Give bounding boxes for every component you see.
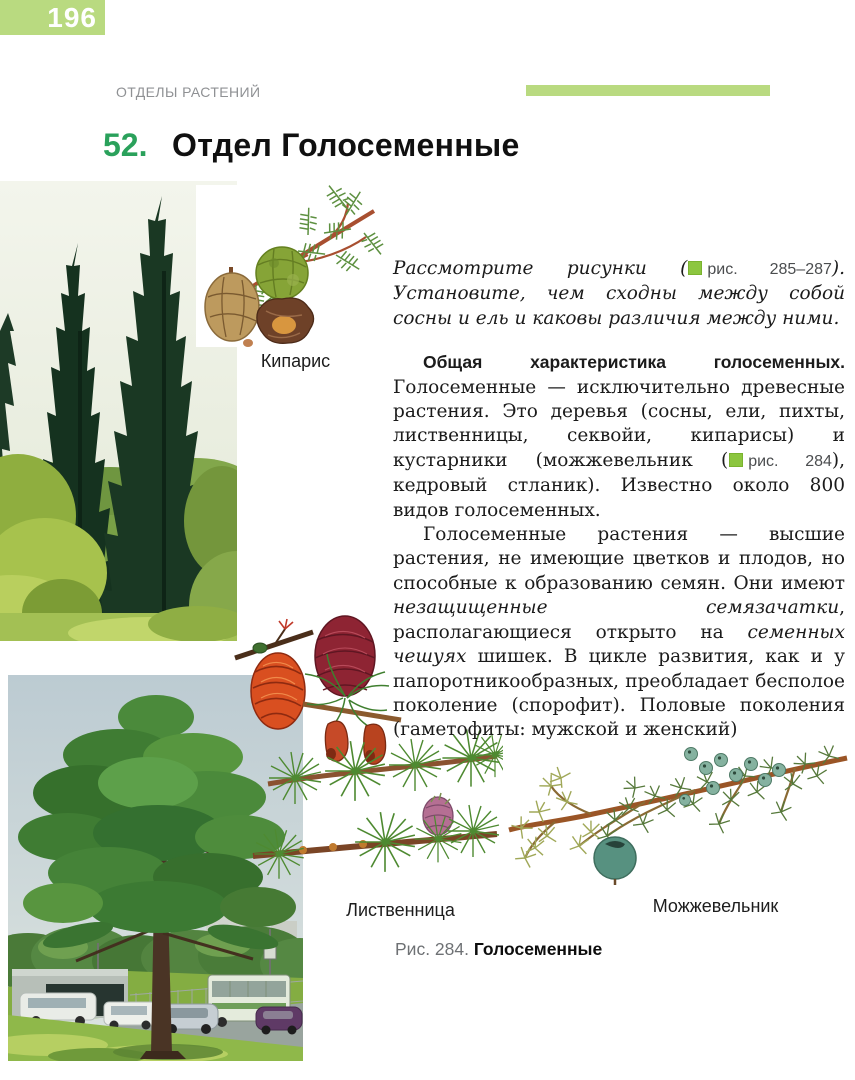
figure-caption-label: Рис. 284. [395,939,469,959]
figure-caption [395,939,602,960]
header-accent-bar [526,85,770,96]
figure-caption-title: Голосеменные [473,939,603,959]
cypress-branch-illustration [196,185,386,347]
green-square-figure-ref-icon [688,261,702,275]
green-cone [256,247,308,299]
cypress-caption: Кипарис [260,351,331,371]
green-square-figure-ref-icon [729,453,743,467]
paragraph-general-characteristics: Общая характеристика голосеменных. Голосеменные — исключительно древесные растения. Это деревья (сосны, ели, пихты, лиственницы, секвойи, кипарисы) и кустарники (можжевельник ( рис. 284), кедровый стланик). Известно около 800 видов голосеменных. [393,352,846,521]
large-berry [594,837,636,885]
twig-with-hanging-cone [235,619,313,729]
paragraph-seed-plants: Голосеменные растения — высшие растения, не имеющие цветков и плодов, но способные к образованию семян. Они имеют незащищенные семязачатки, располагающиеся открыто на семенных чешуях шишек. В цикле развития, как и у папоротникообразных, преобладает бесполое поколение (спорофит). Половые поколения (гаметофиты: мужской и женский) [393,524,845,741]
section-number: 52. [103,127,148,163]
bold-lead-in: Общая характеристика голосеменных. [423,352,845,373]
intro-paragraph: Рассмотрите рисунки ( рис. 285–287). Установите, чем сходны между собой сосны и ель и каковы различия между ними. [393,258,846,329]
figure-reference: рис. 284 [728,450,832,471]
page-title: Отдел Голосеменные [172,127,520,163]
page-number-bar [0,0,105,35]
cypress-illustration-art [196,185,386,347]
running-head: ОТДЕЛЫ РАСТЕНИЙ [116,84,261,100]
purple-car [256,1007,302,1035]
figure-reference: рис. 285–287 [687,258,832,279]
juniper-caption: Можжевельник [652,896,779,916]
needle-branch-lower [253,793,499,879]
white-car [104,1002,156,1030]
juniper-foliage [510,743,839,870]
text-column [393,257,845,743]
maroon-cone [303,616,401,730]
larch-caption: Лиственница [346,900,455,920]
brown-cone [205,267,259,341]
page-number: 196 [47,2,97,33]
